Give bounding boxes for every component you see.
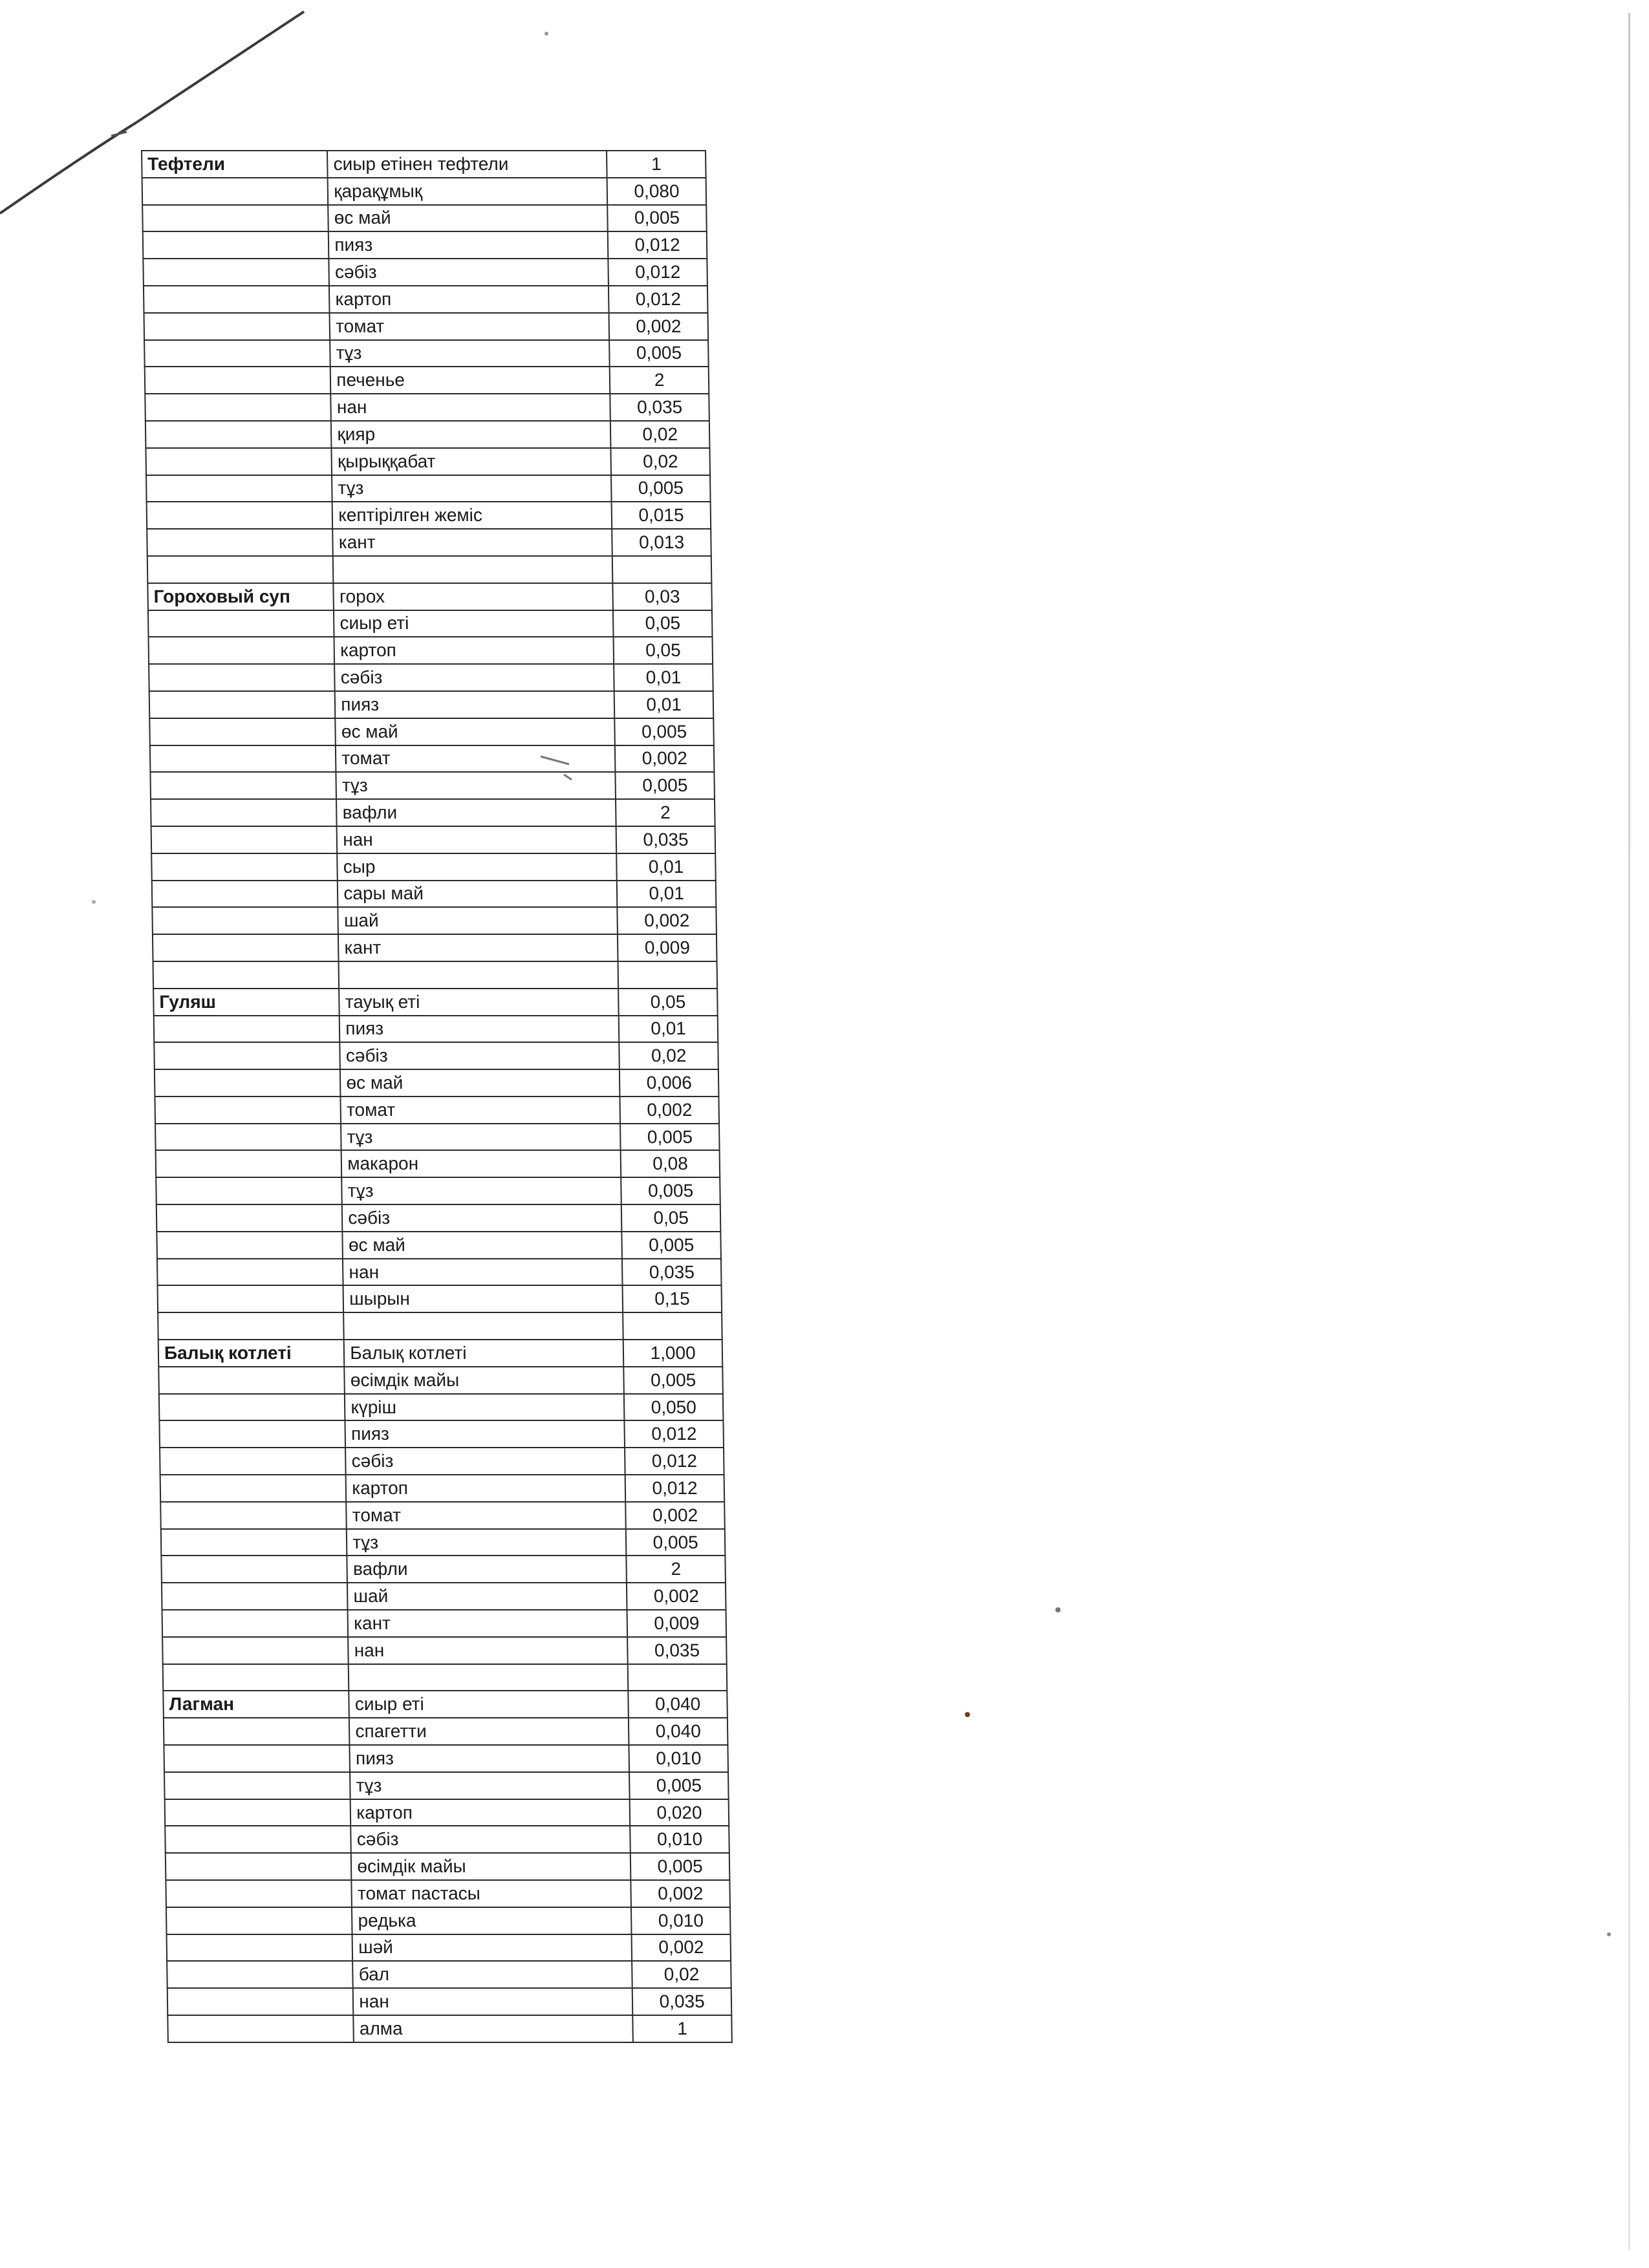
quantity-cell: 0,005 xyxy=(624,1367,723,1394)
quantity-cell: 0,020 xyxy=(630,1799,729,1826)
table-row xyxy=(155,1097,719,1124)
table-row xyxy=(149,637,713,664)
quantity-cell: 0,005 xyxy=(630,1853,729,1880)
quantity-cell: 0,002 xyxy=(632,1934,731,1962)
ingredient-cell: спагетти xyxy=(349,1718,629,1745)
ingredient-cell: шай xyxy=(338,907,618,934)
table-row xyxy=(166,1907,731,1934)
dish-cell xyxy=(167,2015,354,2042)
dish-cell xyxy=(148,610,334,637)
table-row xyxy=(158,1340,723,1367)
table-row xyxy=(163,1691,727,1718)
dish-cell xyxy=(160,1475,347,1502)
quantity-cell: 0,005 xyxy=(620,1124,719,1151)
empty-cell xyxy=(333,556,613,583)
quantity-cell: 0,005 xyxy=(607,205,706,232)
ingredient-cell: сары май xyxy=(338,881,618,908)
ingredient-cell: картоп xyxy=(346,1475,626,1502)
table-row xyxy=(144,340,709,367)
table-row xyxy=(150,745,715,773)
table-row xyxy=(167,2015,732,2042)
quantity-cell: 0,05 xyxy=(613,610,712,637)
table-row xyxy=(151,799,715,826)
ingredient-cell: пияз xyxy=(345,1420,625,1448)
quantity-cell: 0,080 xyxy=(607,178,706,205)
ingredient-cell: томат пастасы xyxy=(352,1880,632,1907)
table-row xyxy=(150,772,715,799)
dish-cell xyxy=(144,313,330,340)
ingredient-cell: тұз xyxy=(330,340,610,367)
dish-cell xyxy=(167,1961,353,1988)
table-row xyxy=(149,691,714,718)
table-row xyxy=(147,529,711,556)
quantity-cell: 0,012 xyxy=(625,1448,724,1475)
dish-name: Лагман xyxy=(163,1691,349,1718)
dish-cell xyxy=(167,1988,354,2015)
quantity-cell: 0,010 xyxy=(629,1745,728,1772)
ingredient-cell: өс май xyxy=(340,1069,620,1097)
ingredient-cell: шырын xyxy=(343,1285,623,1312)
ingredient-cell: сәбіз xyxy=(345,1448,625,1475)
dish-cell xyxy=(152,881,338,908)
ingredient-cell: тауық еті xyxy=(339,989,619,1016)
dish-cell xyxy=(155,1097,341,1124)
dish-cell xyxy=(166,1880,352,1907)
dish-cell xyxy=(166,1853,352,1880)
ingredient-cell: нан xyxy=(353,1988,633,2015)
table-row xyxy=(154,1016,718,1043)
dish-cell xyxy=(149,664,335,691)
quantity-cell: 0,040 xyxy=(629,1691,727,1718)
table-row xyxy=(165,1799,729,1826)
empty-cell xyxy=(628,1664,727,1691)
table-row xyxy=(165,1826,729,1853)
dish-cell xyxy=(157,1259,343,1286)
ingredient-cell: тұз xyxy=(347,1529,627,1556)
table-row xyxy=(147,502,711,529)
empty-cell xyxy=(153,961,339,989)
table-row xyxy=(160,1448,724,1475)
ingredient-table xyxy=(141,150,733,2043)
ingredient-cell: томат xyxy=(330,313,610,340)
dish-cell xyxy=(156,1150,342,1177)
ingredient-cell: картоп xyxy=(350,1799,630,1826)
table-row xyxy=(159,1394,724,1421)
quantity-cell: 0,002 xyxy=(618,907,717,934)
dish-cell xyxy=(151,853,338,881)
ingredient-cell: тұз xyxy=(336,772,616,799)
dish-cell xyxy=(146,448,332,475)
ingredient-cell: өс май xyxy=(336,718,616,745)
dish-cell xyxy=(162,1610,349,1637)
ingredient-cell: кант xyxy=(332,529,612,556)
quantity-cell: 0,005 xyxy=(626,1529,725,1556)
table-row xyxy=(142,151,706,178)
empty-cell xyxy=(623,1312,722,1340)
table-row xyxy=(164,1745,728,1772)
ingredient-cell: өс май xyxy=(343,1232,623,1259)
quantity-cell: 0,012 xyxy=(609,259,707,286)
dish-cell xyxy=(144,340,330,367)
dish-cell xyxy=(155,1124,341,1151)
dish-cell xyxy=(142,205,329,232)
spacer-row xyxy=(153,961,718,989)
table-row xyxy=(149,718,714,745)
ingredient-cell: сәбіз xyxy=(334,664,614,691)
ingredient-cell: томат xyxy=(341,1097,621,1124)
ingredient-cell: вафли xyxy=(336,799,616,826)
table-row xyxy=(156,1204,721,1232)
dish-cell xyxy=(149,637,335,664)
spacer-row xyxy=(147,556,712,583)
quantity-cell: 0,01 xyxy=(614,691,713,718)
spacer-row xyxy=(163,1664,727,1691)
quantity-cell: 0,050 xyxy=(624,1394,723,1421)
dish-cell xyxy=(164,1772,350,1799)
table-row xyxy=(152,881,717,908)
dish-cell xyxy=(154,1016,340,1043)
table-row xyxy=(142,178,707,205)
table-row xyxy=(146,475,711,502)
quantity-cell: 0,05 xyxy=(621,1204,720,1232)
dish-cell xyxy=(161,1529,347,1556)
table-row xyxy=(144,313,709,340)
quantity-cell: 1 xyxy=(633,2015,732,2042)
quantity-cell: 0,006 xyxy=(620,1069,718,1097)
ingredient-cell: пияз xyxy=(329,231,609,259)
dish-cell xyxy=(156,1204,343,1232)
empty-cell xyxy=(349,1664,629,1691)
dish-cell xyxy=(158,1367,345,1394)
ingredient-cell: вафли xyxy=(347,1556,627,1583)
ingredient-cell: картоп xyxy=(334,637,614,664)
ingredient-cell: кептірілген жеміс xyxy=(332,502,612,529)
ingredient-cell: сиыр етінен тефтели xyxy=(327,151,607,178)
table-row xyxy=(143,231,707,259)
quantity-cell: 1,000 xyxy=(623,1340,722,1367)
dish-cell xyxy=(149,691,336,718)
ingredient-cell: пияз xyxy=(350,1745,630,1772)
table-row xyxy=(164,1772,729,1799)
ingredient-cell: тұз xyxy=(350,1772,630,1799)
ingredient-cell: сыр xyxy=(338,853,618,881)
table-row xyxy=(151,853,716,881)
quantity-cell: 0,15 xyxy=(623,1285,722,1312)
quantity-cell: 0,005 xyxy=(622,1232,721,1259)
ingredient-cell: өсімдік майы xyxy=(351,1853,631,1880)
empty-cell xyxy=(339,961,619,989)
dish-cell xyxy=(147,502,333,529)
table-row xyxy=(159,1420,724,1448)
empty-cell xyxy=(343,1312,623,1340)
dish-cell xyxy=(147,529,333,556)
dish-cell xyxy=(159,1420,345,1448)
quantity-cell: 0,02 xyxy=(620,1042,718,1069)
ingredient-cell: нан xyxy=(348,1637,628,1664)
quantity-cell: 0,005 xyxy=(615,718,714,745)
spacer-row xyxy=(158,1312,722,1340)
ingredient-cell: сәбіз xyxy=(351,1826,631,1853)
dish-name: Гуляш xyxy=(153,989,339,1016)
dish-cell xyxy=(166,1907,352,1934)
table-row xyxy=(166,1880,730,1907)
quantity-cell: 1 xyxy=(607,151,706,178)
dish-cell xyxy=(167,1934,353,1962)
quantity-cell: 0,010 xyxy=(631,1907,730,1934)
quantity-cell: 0,002 xyxy=(620,1097,719,1124)
dish-cell xyxy=(145,394,331,421)
ingredient-cell: тұз xyxy=(332,475,612,502)
empty-cell xyxy=(612,556,711,583)
ingredient-cell: тұз xyxy=(342,1177,622,1204)
table-row xyxy=(154,1042,718,1069)
ingredient-cell: сәбіз xyxy=(329,259,609,286)
table-row xyxy=(147,583,712,610)
dish-cell xyxy=(150,772,336,799)
ingredient-cell: печенье xyxy=(330,367,610,394)
quantity-cell: 0,002 xyxy=(615,745,714,773)
quantity-cell: 0,035 xyxy=(627,1637,726,1664)
ingredient-cell: кант xyxy=(338,934,618,961)
quantity-cell: 0,010 xyxy=(630,1826,729,1853)
quantity-cell: 0,08 xyxy=(621,1150,720,1177)
table-row xyxy=(146,421,710,448)
ingredient-cell: нан xyxy=(337,826,617,853)
dish-cell xyxy=(164,1718,350,1745)
dish-cell xyxy=(152,907,338,934)
ingredient-cell: қарақұмық xyxy=(328,178,608,205)
table-row xyxy=(164,1718,728,1745)
table-row xyxy=(143,259,707,286)
quantity-cell: 0,01 xyxy=(619,1016,718,1043)
dish-cell xyxy=(142,178,329,205)
dish-cell xyxy=(150,745,336,773)
table-row xyxy=(162,1610,727,1637)
quantity-cell: 0,005 xyxy=(629,1772,728,1799)
ingredient-cell: сиыр еті xyxy=(334,610,614,637)
dish-cell xyxy=(149,718,336,745)
table-row xyxy=(155,1124,720,1151)
table-row xyxy=(167,1988,732,2015)
dish-cell xyxy=(164,1745,350,1772)
table-row xyxy=(156,1232,721,1259)
ingredient-cell: күріш xyxy=(345,1394,625,1421)
quantity-cell: 0,002 xyxy=(631,1880,730,1907)
quantity-cell: 0,005 xyxy=(609,340,708,367)
table-row xyxy=(145,394,709,421)
ingredient-cell: пияз xyxy=(339,1016,620,1043)
dish-cell xyxy=(146,475,332,502)
ingredient-cell: алма xyxy=(354,2015,634,2042)
table-row xyxy=(148,610,713,637)
table-row xyxy=(162,1583,726,1610)
dish-cell xyxy=(153,934,339,961)
dish-name: Гороховый суп xyxy=(147,583,334,610)
ingredient-cell: өс май xyxy=(328,205,608,232)
table-row xyxy=(167,1934,731,1962)
table-row xyxy=(161,1529,726,1556)
dish-cell xyxy=(160,1448,346,1475)
ingredient-cell: томат xyxy=(336,745,616,773)
table-row xyxy=(160,1475,725,1502)
quantity-cell: 0,005 xyxy=(621,1177,720,1204)
ingredient-cell: редька xyxy=(352,1907,632,1934)
dish-cell xyxy=(143,259,329,286)
table-row xyxy=(166,1853,730,1880)
table-row xyxy=(156,1177,720,1204)
ingredient-cell: макарон xyxy=(341,1150,621,1177)
quantity-cell: 0,015 xyxy=(612,502,711,529)
table-row xyxy=(142,205,707,232)
table-row xyxy=(157,1259,722,1286)
quantity-cell: 0,012 xyxy=(625,1420,724,1448)
quantity-cell: 0,05 xyxy=(618,989,717,1016)
ingredient-cell: бал xyxy=(352,1961,632,1988)
ingredient-cell: нан xyxy=(343,1259,623,1286)
page-edge-shadow xyxy=(1628,13,1630,2250)
dish-cell xyxy=(151,826,338,853)
ingredient-cell: сәбіз xyxy=(342,1204,622,1232)
quantity-cell: 0,035 xyxy=(616,826,715,853)
table-row xyxy=(153,934,717,961)
dish-cell xyxy=(146,421,332,448)
table-row xyxy=(155,1069,719,1097)
dish-name: Балық котлеті xyxy=(158,1340,345,1367)
table-row xyxy=(151,826,716,853)
table-body xyxy=(142,151,732,2042)
table-row xyxy=(152,907,717,934)
dish-name: Тефтели xyxy=(142,151,328,178)
quantity-cell: 0,009 xyxy=(627,1610,726,1637)
table-row xyxy=(158,1367,723,1394)
quantity-cell: 0,012 xyxy=(625,1475,724,1502)
dish-cell xyxy=(165,1826,351,1853)
quantity-cell: 0,02 xyxy=(632,1961,731,1988)
dish-cell xyxy=(143,231,329,259)
dish-cell xyxy=(144,286,330,313)
quantity-cell: 0,002 xyxy=(627,1583,726,1610)
table-row xyxy=(160,1502,725,1529)
quantity-cell: 0,013 xyxy=(612,529,711,556)
dish-cell xyxy=(155,1069,341,1097)
quantity-cell: 0,005 xyxy=(616,772,715,799)
dish-cell xyxy=(161,1556,347,1583)
ingredient-cell: горох xyxy=(334,583,614,610)
quantity-cell: 0,01 xyxy=(617,881,716,908)
table-row xyxy=(146,448,710,475)
dish-cell xyxy=(156,1232,343,1259)
quantity-cell: 0,01 xyxy=(616,853,715,881)
quantity-cell: 0,040 xyxy=(629,1718,727,1745)
table-row xyxy=(149,664,713,691)
ingredient-cell: кант xyxy=(348,1610,628,1637)
quantity-cell: 0,005 xyxy=(611,475,710,502)
quantity-cell: 0,035 xyxy=(622,1259,721,1286)
empty-cell xyxy=(163,1664,349,1691)
quantity-cell: 0,01 xyxy=(614,664,713,691)
dish-cell xyxy=(145,367,331,394)
table-row xyxy=(144,286,708,313)
table-row xyxy=(156,1150,720,1177)
table-row xyxy=(167,1961,731,1988)
empty-cell xyxy=(618,961,717,989)
dish-cell xyxy=(162,1583,348,1610)
dish-cell xyxy=(154,1042,340,1069)
quantity-cell: 0,012 xyxy=(609,286,707,313)
ingredient-cell: өсімдік майы xyxy=(345,1367,625,1394)
ingredient-cell: сәбіз xyxy=(340,1042,620,1069)
ingredient-cell: томат xyxy=(347,1502,627,1529)
quantity-cell: 0,002 xyxy=(625,1502,724,1529)
ingredient-cell: пияз xyxy=(335,691,615,718)
quantity-cell: 2 xyxy=(610,367,709,394)
table-row xyxy=(162,1637,727,1664)
quantity-cell: 0,012 xyxy=(608,231,707,259)
quantity-cell: 0,009 xyxy=(618,934,717,961)
table-row xyxy=(153,989,718,1016)
quantity-cell: 0,02 xyxy=(611,448,710,475)
dish-cell xyxy=(160,1502,347,1529)
quantity-cell: 0,035 xyxy=(632,1988,731,2015)
ingredient-cell: шай xyxy=(347,1583,627,1610)
dish-cell xyxy=(162,1637,349,1664)
dish-cell xyxy=(151,799,337,826)
ingredient-cell: қияр xyxy=(331,421,611,448)
quantity-cell: 0,002 xyxy=(609,313,708,340)
quantity-cell: 2 xyxy=(627,1556,726,1583)
quantity-cell: 0,05 xyxy=(614,637,713,664)
ingredient-cell: шәй xyxy=(352,1934,632,1962)
empty-cell xyxy=(158,1312,344,1340)
dish-cell xyxy=(156,1177,342,1204)
dish-cell xyxy=(165,1799,351,1826)
table-row xyxy=(158,1285,722,1312)
ingredient-cell: картоп xyxy=(329,286,609,313)
ingredient-cell: Балық котлеті xyxy=(344,1340,624,1367)
ingredient-cell: нан xyxy=(331,394,611,421)
dish-cell xyxy=(158,1285,344,1312)
quantity-cell: 0,02 xyxy=(610,421,709,448)
ingredient-cell: тұз xyxy=(341,1124,621,1151)
quantity-cell: 0,03 xyxy=(613,583,712,610)
table-row xyxy=(145,367,709,394)
quantity-cell: 0,035 xyxy=(610,394,709,421)
ingredient-cell: қырыққабат xyxy=(332,448,612,475)
dish-cell xyxy=(159,1394,345,1421)
ingredient-cell: сиыр еті xyxy=(349,1691,629,1718)
table-row xyxy=(161,1556,726,1583)
quantity-cell: 2 xyxy=(616,799,715,826)
empty-cell xyxy=(147,556,334,583)
